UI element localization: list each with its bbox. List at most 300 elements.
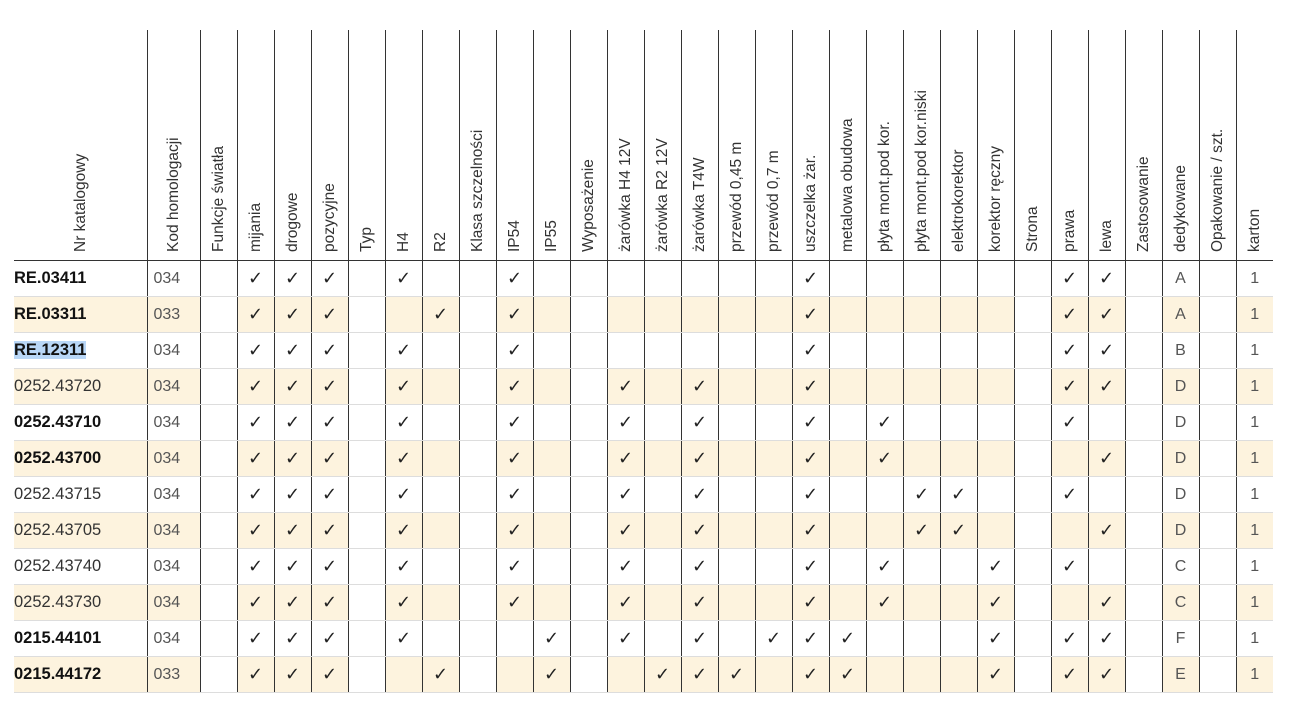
checkmark-icon: ✓ [876,412,893,433]
checkmark-icon: ✓ [1061,412,1078,433]
cell-zarh4 [607,477,644,513]
cell-korektor [977,513,1014,549]
cell-metalowa [829,621,866,657]
cell-mijania [237,261,274,297]
header-divider [1014,30,1015,260]
cell-plytakor [866,585,903,621]
header-divider [237,30,238,260]
cell-klasa [459,657,496,693]
cell-zastosowanie [1125,585,1162,621]
column-header-ip54: IP54 [505,220,523,252]
cell-typ [348,333,385,369]
table-header [0,0,1291,260]
cell-strona [1014,369,1051,405]
checkmark-icon: ✓ [506,376,523,397]
cell-korektor [977,585,1014,621]
cell-przewod07 [755,477,792,513]
cell-mijania [237,477,274,513]
cell-zart4w [681,369,718,405]
cell-r2 [422,621,459,657]
cell-opakowanie [1199,657,1236,693]
cell-zarr2 [644,549,681,585]
checkmark-icon: ✓ [654,664,671,685]
cell-zarr2 [644,261,681,297]
checkmark-icon: ✓ [617,556,634,577]
cell-karton: 1 [1236,333,1273,369]
checkmark-icon: ✓ [284,448,301,469]
column-header-plytakorniski: płyta mont.pod kor.niski [912,90,930,252]
cell-przewod07 [755,333,792,369]
cell-klasa [459,261,496,297]
cell-plytakor [866,369,903,405]
checkmark-icon: ✓ [395,520,412,541]
checkmark-icon: ✓ [395,556,412,577]
cell-plytakorniski [903,549,940,585]
cell-funkcje [200,405,237,441]
checkmark-icon: ✓ [284,484,301,505]
cell-pozycyjne [311,261,348,297]
cell-plytakor [866,549,903,585]
cell-zarr2 [644,477,681,513]
column-header-uszczelka: uszczelka żar. [801,154,819,252]
checkmark-icon: ✓ [247,628,264,649]
cell-strona [1014,297,1051,333]
cell-ip55 [533,333,570,369]
checkmark-icon: ✓ [247,412,264,433]
cell-korektor [977,621,1014,657]
cell-plytakor [866,621,903,657]
header-divider [1088,30,1089,260]
cell-ip54 [496,261,533,297]
cell-wyposazenie [570,477,607,513]
cell-ip54 [496,477,533,513]
cell-h4 [385,585,422,621]
cell-zarr2 [644,621,681,657]
cell-ip54 [496,585,533,621]
cell-karton: 1 [1236,621,1273,657]
cell-mijania [237,405,274,441]
header-divider [200,30,201,260]
cell-typ [348,405,385,441]
checkmark-icon: ✓ [321,664,338,685]
header-divider [866,30,867,260]
cell-dedykowane: D [1162,513,1199,549]
checkmark-icon: ✓ [1098,340,1115,361]
checkmark-icon: ✓ [506,592,523,613]
cell-zarh4 [607,585,644,621]
cell-klasa [459,621,496,657]
cell-wyposazenie [570,657,607,693]
cell-h4 [385,441,422,477]
column-header-zastosowanie: Zastosowanie [1134,156,1152,252]
cell-kod: 033 [147,297,200,333]
checkmark-icon: ✓ [802,556,819,577]
cell-prawa [1051,333,1088,369]
cell-przewod07 [755,441,792,477]
cell-zart4w [681,657,718,693]
checkmark-icon: ✓ [765,628,782,649]
checkmark-icon: ✓ [802,304,819,325]
cell-karton: 1 [1236,297,1273,333]
column-header-plytakor: płyta mont.pod kor. [875,121,893,252]
cell-strona [1014,261,1051,297]
cell-typ [348,585,385,621]
checkmark-icon: ✓ [247,484,264,505]
checkmark-icon: ✓ [506,520,523,541]
cell-ip54 [496,513,533,549]
checkmark-icon: ✓ [876,556,893,577]
column-header-h4: H4 [394,232,412,252]
column-header-r2: R2 [431,232,449,252]
header-divider [829,30,830,260]
table-row [14,549,1273,585]
cell-nr [14,441,147,477]
cell-zarr2 [644,657,681,693]
checkmark-icon: ✓ [543,628,560,649]
checkmark-icon: ✓ [284,592,301,613]
catalog-number: 0252.43740 [14,557,102,575]
header-divider [422,30,423,260]
cell-drogowe [274,657,311,693]
cell-h4 [385,657,422,693]
checkmark-icon: ✓ [987,628,1004,649]
cell-zart4w [681,297,718,333]
cell-mijania [237,369,274,405]
checkmark-icon: ✓ [1061,304,1078,325]
cell-pozycyjne [311,549,348,585]
cell-klasa [459,549,496,585]
cell-r2 [422,405,459,441]
cell-przewod045 [718,477,755,513]
cell-plytakorniski [903,621,940,657]
cell-strona [1014,549,1051,585]
cell-lewa [1088,261,1125,297]
cell-prawa [1051,513,1088,549]
column-header-przewod045: przewód 0,45 m [727,141,745,252]
cell-opakowanie [1199,297,1236,333]
cell-dedykowane: C [1162,585,1199,621]
cell-metalowa [829,549,866,585]
cell-zastosowanie [1125,549,1162,585]
header-divider [311,30,312,260]
checkmark-icon: ✓ [321,520,338,541]
cell-drogowe [274,333,311,369]
cell-wyposazenie [570,513,607,549]
cell-elektro [940,621,977,657]
cell-h4 [385,369,422,405]
cell-drogowe [274,585,311,621]
cell-typ [348,549,385,585]
checkmark-icon: ✓ [617,376,634,397]
column-header-lewa: lewa [1097,220,1115,252]
cell-plytakorniski [903,261,940,297]
cell-funkcje [200,297,237,333]
checkmark-icon: ✓ [617,520,634,541]
cell-przewod07 [755,657,792,693]
catalog-number: 0252.43705 [14,521,102,539]
cell-drogowe [274,549,311,585]
checkmark-icon: ✓ [395,484,412,505]
cell-wyposazenie [570,297,607,333]
cell-zarh4 [607,333,644,369]
checkmark-icon: ✓ [1098,376,1115,397]
cell-elektro [940,333,977,369]
checkmark-icon: ✓ [395,268,412,289]
cell-wyposazenie [570,261,607,297]
cell-lewa [1088,297,1125,333]
cell-strona [1014,477,1051,513]
column-header-zarr2: żarówka R2 12V [653,138,671,252]
checkmark-icon: ✓ [691,448,708,469]
cell-elektro [940,405,977,441]
header-divider [1199,30,1200,260]
cell-pozycyjne [311,477,348,513]
cell-metalowa [829,369,866,405]
catalog-number: 0252.43710 [14,413,102,431]
cell-strona [1014,333,1051,369]
checkmark-icon: ✓ [321,556,338,577]
header-divider [903,30,904,260]
cell-korektor [977,657,1014,693]
checkmark-icon: ✓ [432,304,449,325]
cell-zarh4 [607,549,644,585]
header-divider [681,30,682,260]
cell-ip55 [533,549,570,585]
header-divider [977,30,978,260]
checkmark-icon: ✓ [691,592,708,613]
checkmark-icon: ✓ [876,592,893,613]
checkmark-icon: ✓ [284,412,301,433]
cell-uszczelka [792,477,829,513]
cell-zarh4 [607,369,644,405]
checkmark-icon: ✓ [987,592,1004,613]
cell-wyposazenie [570,405,607,441]
cell-nr [14,477,147,513]
column-header-typ: Typ [357,227,375,252]
cell-nr [14,549,147,585]
checkmark-icon: ✓ [691,412,708,433]
table-row [14,261,1273,297]
cell-zarh4 [607,657,644,693]
cell-uszczelka [792,585,829,621]
cell-ip54 [496,333,533,369]
checkmark-icon: ✓ [395,412,412,433]
checkmark-icon: ✓ [284,304,301,325]
checkmark-icon: ✓ [395,592,412,613]
catalog-number: 0252.43720 [14,377,102,395]
cell-zastosowanie [1125,333,1162,369]
cell-plytakorniski [903,513,940,549]
cell-lewa [1088,549,1125,585]
checkmark-icon: ✓ [1098,268,1115,289]
cell-zarr2 [644,441,681,477]
checkmark-icon: ✓ [1061,484,1078,505]
cell-mijania [237,549,274,585]
checkmark-icon: ✓ [506,556,523,577]
checkmark-icon: ✓ [321,304,338,325]
cell-przewod045 [718,441,755,477]
cell-dedykowane: F [1162,621,1199,657]
column-header-drogowe: drogowe [283,192,301,252]
cell-ip54 [496,657,533,693]
cell-dedykowane: B [1162,333,1199,369]
header-divider [570,30,571,260]
cell-h4 [385,477,422,513]
header-divider [644,30,645,260]
checkmark-icon: ✓ [617,412,634,433]
checkmark-icon: ✓ [247,556,264,577]
cell-przewod045 [718,549,755,585]
checkmark-icon: ✓ [691,628,708,649]
cell-kod: 034 [147,441,200,477]
cell-typ [348,621,385,657]
cell-ip54 [496,441,533,477]
cell-r2 [422,513,459,549]
cell-klasa [459,369,496,405]
cell-wyposazenie [570,441,607,477]
cell-klasa [459,405,496,441]
cell-funkcje [200,513,237,549]
cell-prawa [1051,657,1088,693]
cell-r2 [422,333,459,369]
header-divider [792,30,793,260]
cell-ip55 [533,657,570,693]
checkmark-icon: ✓ [691,484,708,505]
column-header-funkcje: Funkcje światła [209,146,227,252]
cell-funkcje [200,657,237,693]
cell-nr [14,585,147,621]
cell-opakowanie [1199,585,1236,621]
checkmark-icon: ✓ [247,304,264,325]
cell-opakowanie [1199,477,1236,513]
checkmark-icon: ✓ [506,484,523,505]
cell-typ [348,657,385,693]
cell-drogowe [274,513,311,549]
cell-zarh4 [607,297,644,333]
cell-pozycyjne [311,405,348,441]
cell-metalowa [829,297,866,333]
cell-ip54 [496,405,533,441]
checkmark-icon: ✓ [802,268,819,289]
checkmark-icon: ✓ [506,448,523,469]
checkmark-icon: ✓ [802,412,819,433]
cell-opakowanie [1199,405,1236,441]
checkmark-icon: ✓ [395,340,412,361]
cell-uszczelka [792,261,829,297]
cell-nr [14,297,147,333]
checkmark-icon: ✓ [802,448,819,469]
checkmark-icon: ✓ [1061,376,1078,397]
checkmark-icon: ✓ [321,412,338,433]
cell-drogowe [274,477,311,513]
cell-plytakor [866,441,903,477]
checkmark-icon: ✓ [987,664,1004,685]
cell-lewa [1088,441,1125,477]
cell-zarh4 [607,621,644,657]
cell-klasa [459,477,496,513]
cell-zastosowanie [1125,621,1162,657]
header-divider [1162,30,1163,260]
cell-zastosowanie [1125,297,1162,333]
cell-nr [14,333,147,369]
table-row [14,477,1273,513]
catalog-number: 0252.43730 [14,593,102,611]
cell-lewa [1088,513,1125,549]
checkmark-icon: ✓ [321,628,338,649]
table-row [14,657,1273,693]
cell-typ [348,513,385,549]
cell-mijania [237,513,274,549]
cell-metalowa [829,657,866,693]
checkmark-icon: ✓ [617,592,634,613]
cell-plytakor [866,657,903,693]
checkmark-icon: ✓ [1098,628,1115,649]
cell-zarr2 [644,369,681,405]
cell-metalowa [829,513,866,549]
cell-korektor [977,333,1014,369]
cell-h4 [385,513,422,549]
cell-uszczelka [792,657,829,693]
cell-strona [1014,513,1051,549]
cell-lewa [1088,369,1125,405]
checkmark-icon: ✓ [506,304,523,325]
cell-dedykowane: A [1162,297,1199,333]
cell-funkcje [200,585,237,621]
checkmark-icon: ✓ [321,484,338,505]
cell-zastosowanie [1125,261,1162,297]
cell-korektor [977,369,1014,405]
cell-ip55 [533,621,570,657]
column-header-karton: karton [1245,208,1263,252]
checkmark-icon: ✓ [802,340,819,361]
cell-zarr2 [644,297,681,333]
cell-lewa [1088,333,1125,369]
checkmark-icon: ✓ [1061,268,1078,289]
catalog-number: RE.12311 [14,341,87,359]
cell-r2 [422,585,459,621]
cell-h4 [385,405,422,441]
cell-ip54 [496,297,533,333]
column-header-elektro: elektrokorektor [949,149,967,252]
cell-elektro [940,657,977,693]
cell-drogowe [274,369,311,405]
cell-metalowa [829,441,866,477]
cell-opakowanie [1199,621,1236,657]
cell-plytakor [866,261,903,297]
cell-wyposazenie [570,369,607,405]
cell-ip54 [496,621,533,657]
cell-kod: 034 [147,585,200,621]
cell-strona [1014,405,1051,441]
cell-funkcje [200,621,237,657]
cell-ip55 [533,369,570,405]
checkmark-icon: ✓ [1061,664,1078,685]
cell-prawa [1051,369,1088,405]
cell-przewod045 [718,369,755,405]
table-row [14,621,1273,657]
checkmark-icon: ✓ [617,484,634,505]
cell-plytakorniski [903,441,940,477]
checkmark-icon: ✓ [247,592,264,613]
cell-plytakorniski [903,405,940,441]
header-divider [607,30,608,260]
cell-kod: 034 [147,513,200,549]
cell-klasa [459,585,496,621]
cell-h4 [385,333,422,369]
checkmark-icon: ✓ [284,628,301,649]
checkmark-icon: ✓ [1098,448,1115,469]
checkmark-icon: ✓ [321,448,338,469]
